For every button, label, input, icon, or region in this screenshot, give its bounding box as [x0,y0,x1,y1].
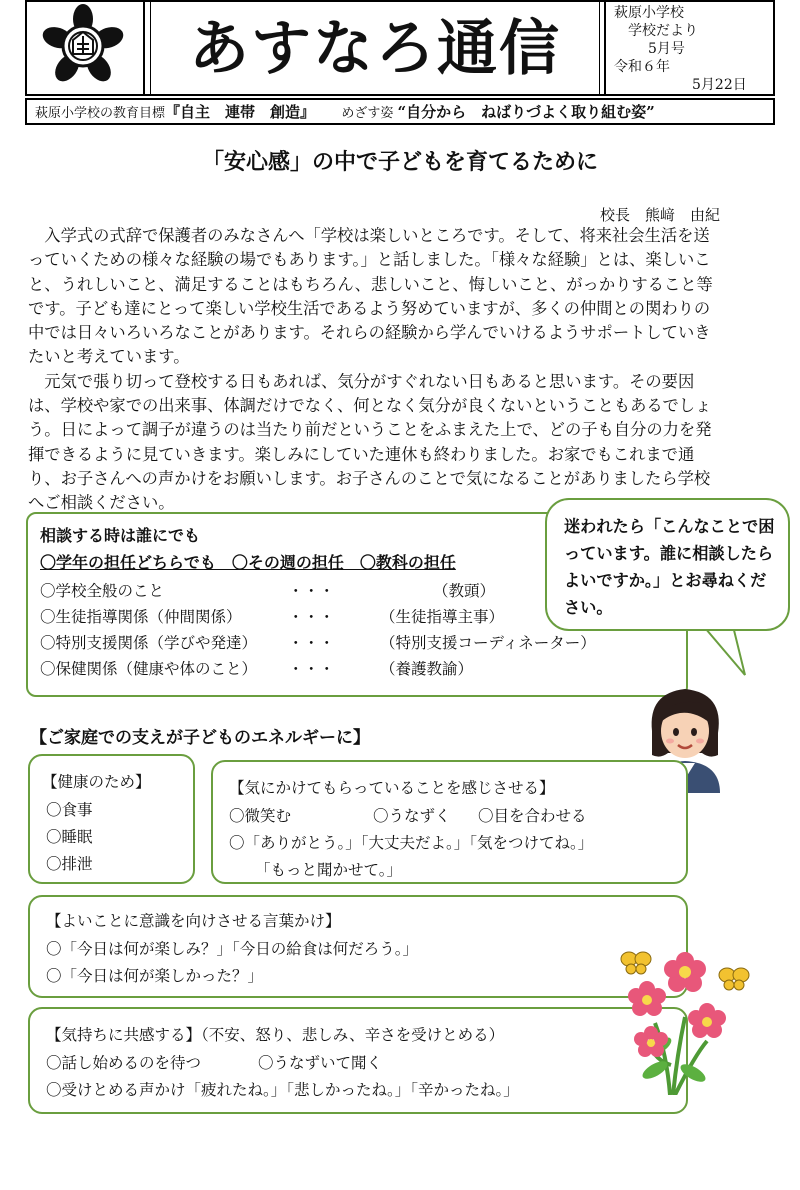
caring-box [211,760,688,884]
newsletter-label: 学校だより [628,23,698,39]
positive-words-item: 〇「今日は何が楽しかった？」 [46,967,264,985]
goal-label: 萩原小学校の教育目標 [35,106,166,121]
consult-contact: （生徒指導主事） [380,608,505,626]
issue-date: 5月22日 [692,77,747,93]
health-item: 〇排泄 [46,855,93,873]
motto-row [35,102,655,124]
caring-item: 〇うなずく [373,807,451,825]
caring-title: 【気にかけてもらっていることを感じさせる】 [229,779,555,797]
consult-subtitle: 〇学年の担任どちらでも 〇その週の担任 〇教科の担任 [40,553,456,572]
caring-item: 「もっと聞かせて。」 [255,861,402,879]
consult-contact: （養護教諭） [380,660,474,678]
paragraph-1: 入学式の式辞で保護者のみなさんへ「学校は楽しいところです。そして、将来社会生活を送っていくための様々な経験の場でもあります。」と話しました。「様々な経験」とは、楽しいこと、うれしいこと、満足することはもちろん、悲しいこと、悔しいこと、がっかりすること等です。子ども達にとって楽しい学校生活であるよう努めていますが、多くの仲間との関わりの中では日々いろいろなことがあります。それらの経験から学んでいけるようサポートしていきたいと考えています。 [28,226,713,367]
consult-dots: ・・・ [288,634,335,652]
consult-dots: ・・・ [288,608,335,626]
consult-topic: 〇学校全般のこと [40,582,165,600]
flower-icon [664,952,706,992]
empathy-item: 〇話し始めるのを待つ [46,1054,202,1072]
consult-dots: ・・・ [288,582,335,600]
caring-item: 〇微笑む [229,807,292,825]
consult-contact: （特別支援コーディネーター） [380,634,596,652]
positive-words-item: 〇「今日は何が楽しみ？」「今日の給食は何だろう。」 [46,940,419,958]
aim-label: めざす姿 [341,106,394,121]
consult-contact: （教頭） [433,582,496,600]
paragraph-2: 元気で張り切って登校する日もあれば、気分がすぐれない日もあると思います。その要因は、学校や家での出来事、体調だけでなく、何となく気分が良くないということもあるでしょう。日によって調子が違うのは当たり前だということをふまえた上で、どの子も自分の力を発揮できるように見ていきます。楽しみにしていた連休も終わりました。お家でもこれまで通り、お子さんへの声かけをお願いします。お子さんのことで気になることがありましたら学校へご相談ください。 [28,371,712,513]
issue-month: 5月号 [648,41,685,57]
school-aim: “自分から ねばりづよく取り組む姿” [397,103,655,121]
health-item: 〇睡眠 [46,828,93,846]
empathy-item: 〇うなずいて聞く [258,1054,383,1072]
flowers-illustration-icon [615,945,755,1095]
school-emblem-icon [25,0,141,92]
newsletter-title: あすなろ通信 [189,14,561,84]
speech-bubble-text: 迷われたら「こんなことで困っています。誰に相談したらよいですか。」とお尋ねください。 [564,517,775,617]
empathy-item: 〇受けとめる声かけ「疲れたね。」「悲しかったね。」「辛かったね。」 [46,1081,519,1099]
health-item: 〇食事 [46,801,93,819]
positive-words-box [28,895,688,998]
positive-words-title: 【よいことに意識を向けさせる言葉かけ】 [46,912,341,930]
empathy-title: 【気持ちに共感する】（不安、怒り、悲しみ、辛さを受けとめる） [46,1026,505,1044]
empathy-box [28,1007,688,1114]
era-year: 令和６年 [614,59,670,75]
butterfly-icon [621,952,651,974]
article-body [28,224,718,516]
motto-bar [25,98,775,125]
school-emblem-cell [25,0,145,96]
health-title: 【健康のため】 [42,773,151,791]
consult-topic: 〇生徒指導関係（仲間関係） [40,608,242,626]
caring-item: 〇目を合わせる [478,807,587,825]
issue-info-cell [604,0,775,96]
consult-dots: ・・・ [288,660,335,678]
caring-item: 〇「ありがとう。」「大丈夫だよ。」「気をつけてね。」 [229,834,594,852]
health-box [28,754,195,884]
article-headline: 「安心感」の中で子どもを育てるために [201,150,598,175]
home-support-heading: 【ご家庭での支えが子どものエネルギーに】 [30,728,370,748]
consult-topic: 〇保健関係（健康や体のこと） [40,660,258,678]
consult-topic: 〇特別支援関係（学びや発達） [40,634,258,652]
school-name: 萩原小学校 [614,5,684,21]
school-goal: 『自主 連帯 創造』 [165,103,316,121]
consult-title: 相談する時は誰にでも [40,526,201,545]
article-byline: 校長 熊﨑 由紀 [599,206,720,224]
